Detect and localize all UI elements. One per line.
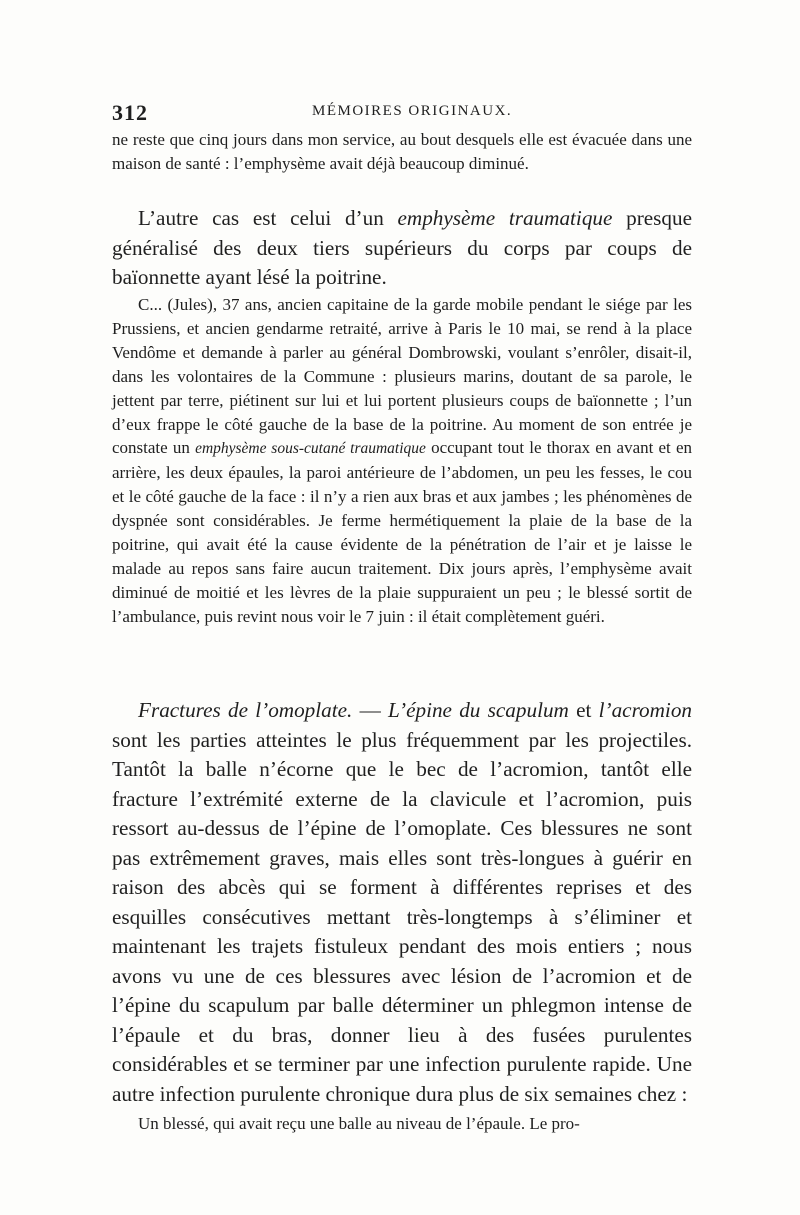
paragraph-text: C... (Jules), 37 ans, ancien capitaine de la garde mobile pendant le siége par les Prussiens, et ancien gendarme retraité, arrive à Paris le 10 mai, se rend à la place Vendôme et demande à parler au général Dombrowski, voulant s’enrôler, disait-il, dans les volontaires de la Commune : plusieurs marins, doutant de sa parole, le jettent par terre, piétinent sur lui et lui portent plusieurs coups de baïonnette ; l’un d’eux frappe le côté gauche de la base de la poitrine. Au moment de son entrée je constate un [112,295,692,458]
running-title: MÉMOIRES ORIGINAUX. [312,103,513,119]
em-dash: — [352,698,389,722]
italic-term: emphysème traumatique [397,206,613,230]
italic-term: L’épine du scapulum [388,698,569,722]
paragraph-case-report [112,293,692,629]
paragraph-second-case [112,204,692,293]
paragraph-text: et [568,698,599,722]
paragraph-text: L’autre cas est celui d’un [138,206,398,230]
paragraph-text: Un blessé, qui avait reçu une balle au niveau de l’épaule. Le pro- [138,1114,580,1133]
paragraph-text: ne reste que cinq jours dans mon service, au bout desquels elle est évacuée dans une maison de santé : l’emphysème avait déjà beaucoup diminué. [112,130,692,173]
section-heading: Fractures de l’omoplate. [138,698,353,722]
italic-term: emphysème sous-cutané traumatique [195,440,426,458]
paragraph-text: sont les parties atteintes le plus fréquemment par les projectiles. Tantôt la balle n’écorne que le bec de l’acromion, tantôt elle fracture l’extrémité externe de la clavicule et l’acromion, puis ressort au-dessus de l’épine de l’omoplate. Ces blessures ne sont pas extrêmement graves, mais elles sont très-longues à guérir en raison des abcès qui se forment à différentes reprises et des esquilles consécutives mettant très-longtemps à s’éliminer et maintenant les trajets fistuleux pendant des mois entiers ; nous avons vu une de ces blessures avec lésion de l’acromion et de l’épine du scapulum par balle déterminer un phlegmon intense de l’épaule et du bras, donner lieu à des fusées purulentes considérables et se terminer par une infection purulente rapide. Une autre infection purulente chronique dura plus de six semaines chez : [112,727,692,1106]
paragraph-scapula-fractures [112,696,692,1109]
paragraph-last-line [112,1112,692,1136]
italic-term: l’acromion [598,698,693,722]
paragraph-text: occupant tout le thorax en avant et en arrière, les deux épaules, la paroi antérieure de l’abdomen, un peu les fesses, le cou et le côté gauche de la face : il n’y a rien aux bras et aux jambes ; les phénomènes de dyspnée sont considérables. Je ferme hermétiquement la plaie de la base de la poitrine, qui avait été la cause évidente de la pénétration de l’air et je laisse le malade au repos sans faire aucun traitement. Dix jours après, l’emphysème avait diminué de moitié et les lèvres de la plaie suppuraient un peu ; le blessé sortit de l’ambulance, puis revint nous voir le 7 juin : il était complètement guéri. [112,438,692,626]
page-header [112,100,692,128]
paragraph-continuation [112,128,692,176]
paragraph-text: presque généralisé des deux tiers supérieurs du corps par coups de baïonnette ayant lésé la poitrine. [112,206,693,289]
page-number: 312 [112,100,148,125]
